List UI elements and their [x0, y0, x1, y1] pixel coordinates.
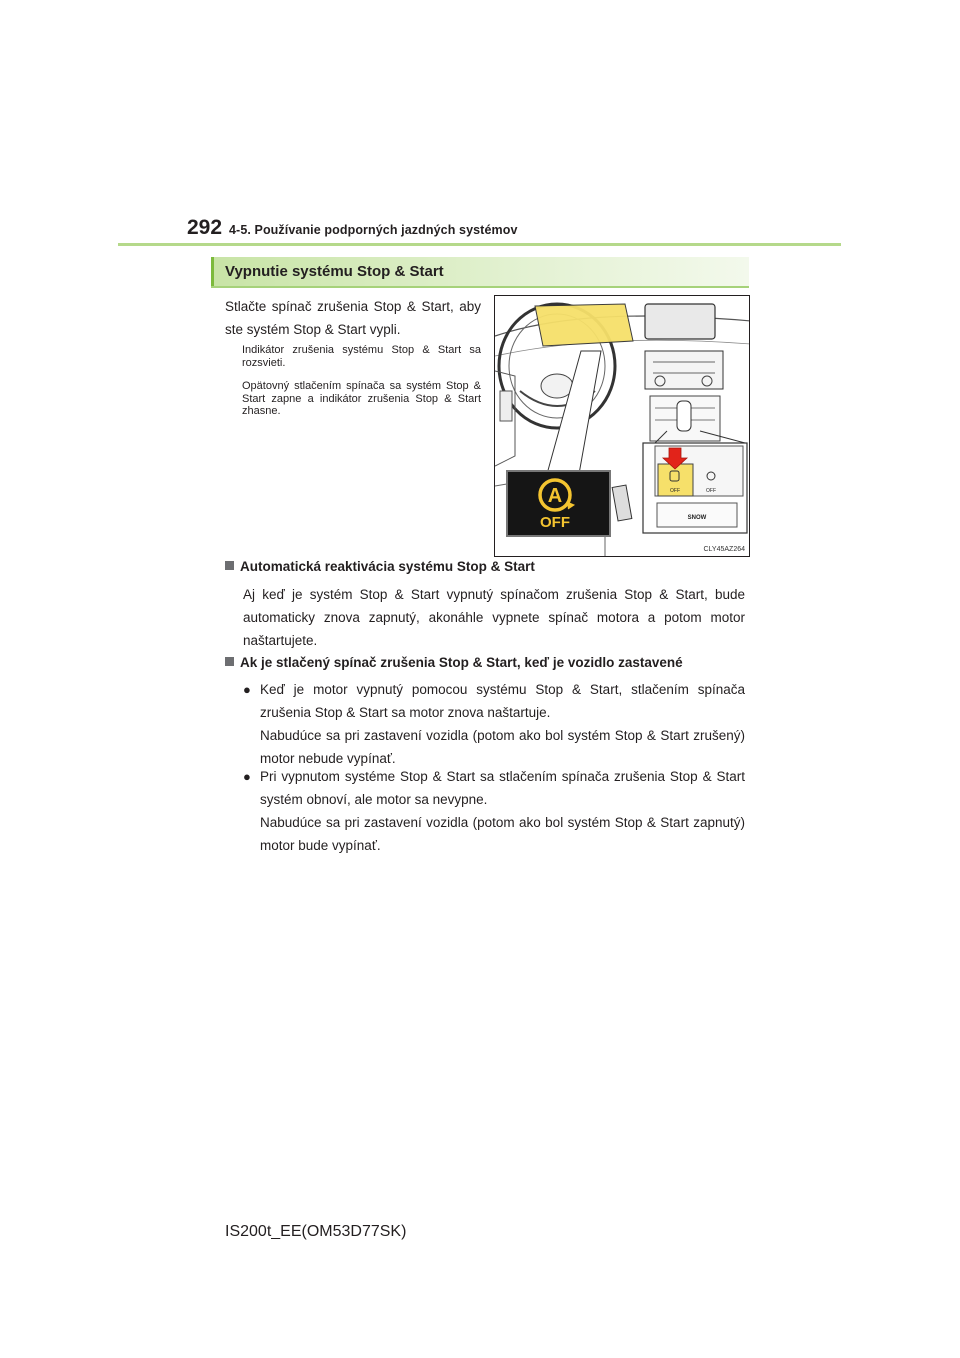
header-rule — [118, 243, 841, 246]
footer-code: IS200t_EE(OM53D77SK) — [225, 1223, 407, 1240]
subsection-text-auto-reactivation: Aj keď je systém Stop & Start vypnutý spínačom zrušenia Stop & Start, bude automaticky znova zapnutý, akonáhle vypnete spínač motora a potom motor naštartujete. — [243, 587, 745, 648]
bullet-line-b: Nabudúce sa pri zastavení vozidla (potom ako bol systém Stop & Start zapnutý) motor bude vypínať. — [260, 815, 745, 853]
bullet-icon: ● — [243, 769, 251, 784]
cockpit-illustration — [494, 295, 750, 557]
subsection-heading-text: Ak je stlačený spínač zrušenia Stop & Start, keď je vozidlo zastavené — [240, 655, 683, 670]
indicator-letter: A — [547, 485, 563, 507]
section-title: Vypnutie systému Stop & Start — [225, 263, 444, 280]
illustration-code: CLY45AZ264 — [703, 546, 745, 553]
note-indicator-off: Opätovný stlačením spínača sa systém Stop & Start zapne a indikátor zrušenia Stop & Start zhasne. — [242, 380, 481, 417]
switch-left-label: OFF — [670, 488, 680, 494]
page-number: 292 — [187, 216, 223, 239]
bullet-line-a: Keď je motor vypnutý pomocou systému Stop & Start, stlačením spínača zrušenia Stop & Start sa motor znova naštartuje. — [260, 682, 745, 720]
subsection-heading-vehicle-stopped — [225, 655, 683, 670]
cockpit-drawing — [495, 296, 750, 557]
square-bullet-icon — [225, 657, 234, 666]
bullet-line-a: Pri vypnutom systéme Stop & Start sa stlačením spínača zrušenia Stop & Start systém obnoví, ale motor sa nevypne. — [260, 769, 745, 807]
chapter-title: 4-5. Používanie podporných jazdných systémov — [229, 223, 518, 237]
subsection-heading-auto-reactivation — [225, 559, 535, 574]
bullet-icon: ● — [243, 682, 251, 697]
section-underline — [211, 286, 749, 288]
subsection-heading-text: Automatická reaktivácia systému Stop & Start — [240, 559, 535, 574]
snow-label: SNOW — [687, 515, 707, 521]
bullet-line-b: Nabudúce sa pri zastavení vozidla (potom ako bol systém Stop & Start zrušený) motor nebude vypínať. — [260, 728, 745, 766]
cluster-highlight — [535, 304, 633, 346]
switch-right-label: OFF — [706, 488, 716, 494]
bullet-item — [260, 765, 745, 857]
square-bullet-icon — [225, 561, 234, 570]
note-indicator-on: Indikátor zrušenia systému Stop & Start sa rozsvieti. — [242, 344, 481, 369]
intro-text: Stlačte spínač zrušenia Stop & Start, aby ste systém Stop & Start vypli. — [225, 299, 481, 337]
indicator-off-label: OFF — [540, 514, 570, 531]
bullet-item — [260, 678, 745, 770]
